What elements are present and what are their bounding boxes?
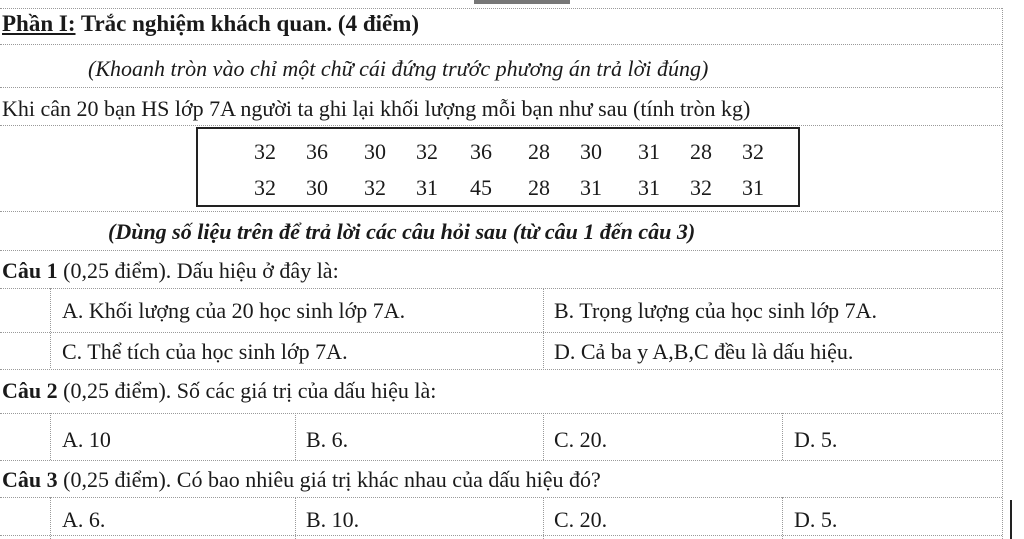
grid-line bbox=[0, 497, 1002, 498]
table-cell: 32 bbox=[690, 175, 712, 200]
section-title-prefix: Phần I: bbox=[2, 11, 76, 36]
grid-line bbox=[543, 413, 544, 460]
table-cell: 28 bbox=[690, 139, 712, 164]
q2-option-d[interactable]: D. 5. bbox=[794, 427, 838, 452]
q1-option-d[interactable]: D. Cả ba y A,B,C đều là dấu hiệu. bbox=[554, 339, 854, 364]
table-cell: 36 bbox=[306, 139, 328, 164]
table-row bbox=[198, 171, 798, 205]
q2-option-b[interactable]: B. 6. bbox=[306, 427, 349, 452]
table-row bbox=[198, 135, 798, 169]
grid-line bbox=[1002, 8, 1003, 539]
table-cell: 28 bbox=[528, 175, 550, 200]
grid-line bbox=[782, 413, 783, 460]
question-2-text: (0,25 điểm). Số các giá trị của dấu hiệu là: bbox=[57, 378, 437, 403]
instruction-text: (Khoanh tròn vào chỉ một chữ cái đứng trước phương án trả lời đúng) bbox=[88, 56, 709, 81]
table-cell: 32 bbox=[254, 139, 276, 164]
q3-option-c[interactable]: C. 20. bbox=[554, 507, 608, 532]
grid-line bbox=[0, 332, 1002, 333]
grid-line bbox=[50, 497, 51, 539]
q1-option-a[interactable]: A. Khối lượng của 20 học sinh lớp 7A. bbox=[62, 298, 406, 323]
question-3-label: Câu 3 bbox=[2, 467, 58, 492]
grid-line bbox=[0, 44, 1002, 45]
table-cell: 30 bbox=[306, 175, 328, 200]
section-title bbox=[2, 10, 419, 38]
q1-option-c[interactable]: C. Thể tích của học sinh lớp 7A. bbox=[62, 339, 348, 364]
grid-line bbox=[50, 288, 51, 368]
table-cell: 31 bbox=[416, 175, 438, 200]
table-cell: 31 bbox=[742, 175, 764, 200]
q2-option-a[interactable]: A. 10 bbox=[62, 427, 111, 452]
grid-line bbox=[543, 497, 544, 539]
table-cell: 31 bbox=[638, 175, 660, 200]
grid-line bbox=[0, 288, 1002, 289]
grid-line bbox=[0, 125, 1002, 126]
grid-line bbox=[0, 369, 1002, 370]
question-3 bbox=[2, 466, 601, 494]
question-1-label: Câu 1 bbox=[2, 258, 58, 283]
question-1-text: (0,25 điểm). Dấu hiệu ở đây là: bbox=[57, 258, 339, 283]
grid-line bbox=[0, 535, 1002, 536]
data-table bbox=[196, 127, 800, 207]
grid-line bbox=[0, 413, 1002, 414]
question-2 bbox=[2, 377, 436, 405]
grid-line bbox=[0, 211, 1002, 212]
table-cell: 32 bbox=[254, 175, 276, 200]
q3-option-b[interactable]: B. 10. bbox=[306, 507, 360, 532]
q3-option-a[interactable]: A. 6. bbox=[62, 507, 106, 532]
table-cell: 45 bbox=[470, 175, 492, 200]
table-cell: 32 bbox=[742, 139, 764, 164]
top-edge-mark bbox=[474, 0, 570, 4]
table-cell: 28 bbox=[528, 139, 550, 164]
question-2-label: Câu 2 bbox=[2, 378, 58, 403]
grid-line bbox=[0, 87, 1002, 88]
table-cell: 31 bbox=[580, 175, 602, 200]
q3-option-d[interactable]: D. 5. bbox=[794, 507, 838, 532]
question-3-text: (0,25 điểm). Có bao nhiêu giá trị khác nhau của dấu hiệu đó? bbox=[57, 467, 601, 492]
table-cell: 30 bbox=[580, 139, 602, 164]
grid-line bbox=[295, 497, 296, 539]
table-cell: 31 bbox=[638, 139, 660, 164]
question-1 bbox=[2, 257, 339, 285]
problem-intro: Khi cân 20 bạn HS lớp 7A người ta ghi lại khối lượng mỗi bạn như sau (tính tròn kg) bbox=[2, 96, 751, 121]
q1-option-b[interactable]: B. Trọng lượng của học sinh lớp 7A. bbox=[554, 298, 878, 323]
grid-line bbox=[0, 460, 1002, 461]
table-cell: 32 bbox=[416, 139, 438, 164]
usage-note: (Dùng số liệu trên để trả lời các câu hỏi sau (từ câu 1 đến câu 3) bbox=[108, 219, 696, 244]
page-edge-mark bbox=[1010, 500, 1012, 539]
table-cell: 32 bbox=[364, 175, 386, 200]
grid-line bbox=[0, 250, 1002, 251]
grid-line bbox=[0, 8, 1002, 9]
table-cell: 36 bbox=[470, 139, 492, 164]
grid-line bbox=[295, 413, 296, 460]
grid-line bbox=[50, 413, 51, 460]
table-cell: 30 bbox=[364, 139, 386, 164]
section-title-rest: Trắc nghiệm khách quan. (4 điểm) bbox=[75, 11, 420, 36]
q2-option-c[interactable]: C. 20. bbox=[554, 427, 608, 452]
grid-line bbox=[543, 288, 544, 368]
grid-line bbox=[782, 497, 783, 539]
